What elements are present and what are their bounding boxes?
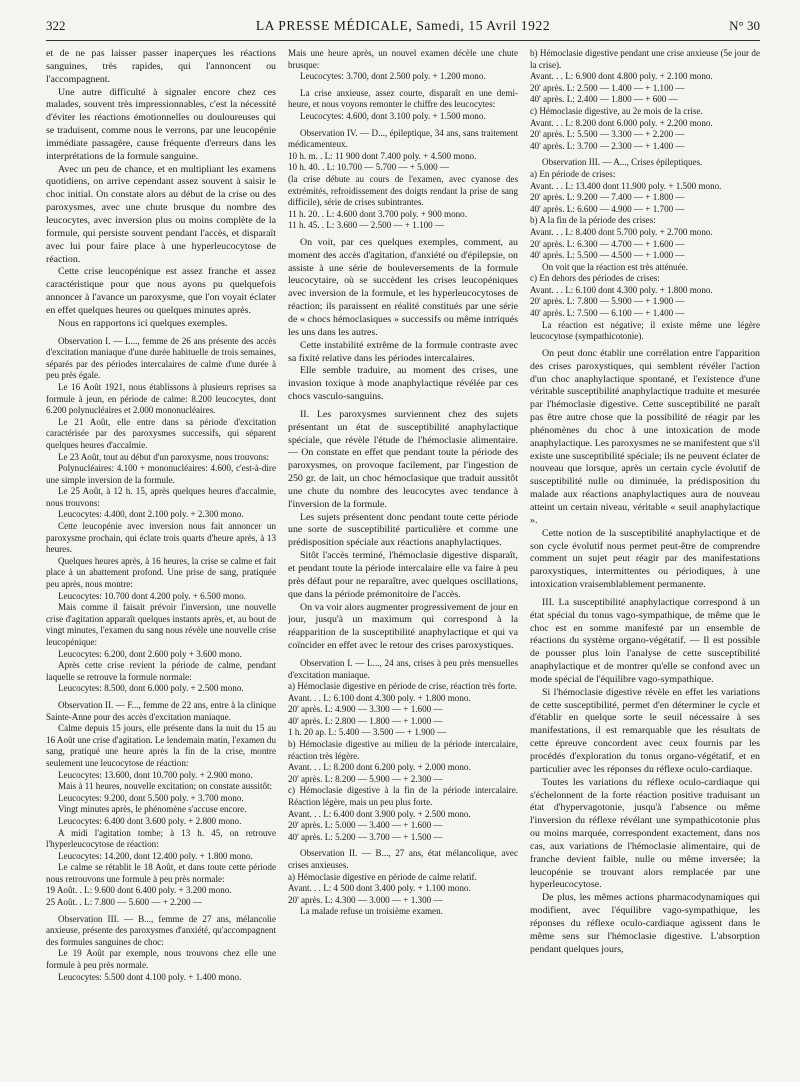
paragraph: Leucocytes: 5.500 dont 4.100 poly. + 1.400 mono. xyxy=(58,971,242,982)
paragraph: Une autre difficulté à signaler encore chez ces malades, souvent très impressionnables, c'est la nécessité d'éviter les réactions émotionnelles ou douloureuses qui se traduisent, comme nous le verrons, par une leucopénie immédiate passagère, cause fréquente d'erreurs dans les interprétations de la formule sanguine. xyxy=(46,86,276,162)
paragraph: Leucocytes: 8.500, dont 6.000 poly. + 2.500 mono. xyxy=(58,683,244,694)
paragraph: Le 19 Août par exemple, nous trouvons chez elle une formule à peu près normale. xyxy=(46,948,276,971)
paragraph: Les sujets présentent donc pendant toute cette période une sorte de susceptibilité particulière et comme une prédisposition spéciale aux réactions anaphylactiques. xyxy=(288,511,518,549)
paragraph: Mais à 11 heures, nouvelle excitation; on constate aussitôt: xyxy=(58,781,273,792)
paragraph: Avec un peu de chance, et en multipliant les examens quotidiens, on arrive cependant assez souvent à saisir le choc initial. On constate alors au début de la crise ou des paroxysmes, avec une chute brusque du nombre des leucocytes, avec inversion plus ou moins complète de la formule, qui persiste souvent pendant l'accès, et disparaît avec lui pour faire place à une hyperleucocytose de réaction. xyxy=(46,163,276,265)
paragraph: Toutes les variations du réflexe oculo-cardiaque qui s'échelonnent de la forte réaction positive traduisant un état d'hypervagotonie, jusqu'à l'absence ou même l'inversion du réflexe révélant une sympathicotonie plus ou moins marquée, correspondent exactement, dans nos cas, aux variations de l'hémoclasie alimentaire, qui de franche devient faible, nulle ou même inversée; la leucopénie se trouvant alors remplacée par une hyperleucocytose. xyxy=(530,776,760,891)
paragraph: Cette notion de la susceptibilité anaphylactique et de son cycle évolutif nous permet peut-être de comprendre comment un sujet peut réagir par des manifestations paroxystiques, intermittentes ou périodiques, à une intoxication vraisemblablement permanente. xyxy=(530,527,760,591)
paragraph: On voit que la réaction est très atténuée. xyxy=(542,261,688,272)
paragraph: Observation III. — B..., femme de 27 ans, mélancolie anxieuse, présente des paroxysmes d'anxiété, qu'accompagnent des formules sanguines de choc: xyxy=(46,913,276,947)
paragraph: Avant. . . L: 6.900 dont 4.800 poly. + 2.100 mono. xyxy=(530,71,713,82)
text-column-middle xyxy=(288,48,518,1074)
paragraph: 20' après. L: 8.200 — 5.900 — + 2.300 — xyxy=(288,773,443,784)
paragraph: Observation I. — L..., femme de 26 ans présente des accès d'excitation maniaque d'une durée habituelle de trois semaines, séparés par des périodes intercalaires de calme d'une durée à peu près égale. xyxy=(46,335,276,381)
paragraph: Avant. . . L: 8.200 dont 6.200 poly. + 2.000 mono. xyxy=(288,762,471,773)
paragraph: 11 h. 20. . L: 4.600 dont 3.700 poly. + 900 mono. xyxy=(288,208,468,219)
paragraph: On peut donc établir une corrélation entre l'apparition des crises paroxystiques, qui semblent révéler l'action d'un choc anaphylactique spontané, et l'existence d'une véritable susceptibilité anaphylactique traduite et mesurée par l'hémoclasie digestive. Cette susceptibilité ne paraît pas être autre chose que la possibilité de réagir par les phénomènes du choc à une intoxication de mode anaphylactique. Les paroxysmes ne se manifestent que s'il existe une susceptibilité spéciale; ils ne peuvent éclater de nouveau que lorsque, après un certain cycle évolutif de susceptibilité nulle ou diminuée, la prédisposition du malade aux réactions anaphylactiques aura de nouveau atteint un certain niveau, véritable « seuil anaphylactique ». xyxy=(530,347,760,526)
paragraph: b) Hémoclasie digestive au milieu de la période intercalaire, réaction très légère. xyxy=(288,739,518,761)
paragraph: 40' après. L: 5.500 — 4.500 — + 1.000 — xyxy=(530,250,685,261)
paragraph: c) Hémoclasie digestive à la fin de la période intercalaire. Réaction légère, mais un peu plus forte. xyxy=(288,785,518,808)
text-column-left xyxy=(46,48,276,1074)
paragraph: Leucocytes: 4.600, dont 3.100 poly. + 1.500 mono. xyxy=(300,110,486,121)
paragraph: 20' après. L: 4.900 — 3.300 — + 1.600 — xyxy=(288,704,443,715)
paragraph: Observation IV. — D..., épileptique, 34 ans, sans traitement médicamenteux. xyxy=(288,127,518,150)
paragraph: Avant. . . L: 6.400 dont 3.900 poly. + 2.500 mono. xyxy=(288,808,471,819)
paragraph: Le 25 Août, à 12 h. 15, après quelques heures d'accalmie, nous trouvons: xyxy=(46,486,276,508)
paragraph: 40' après. L: 2.400 — 1.800 — + 600 — xyxy=(530,94,678,105)
paragraph: Le 21 Août, elle entre dans sa période d'excitation caractérisée par des paroxysmes successifs, qui séparent quelques heures d'accalmie. xyxy=(46,416,276,450)
page-number: 322 xyxy=(46,18,66,33)
paragraph: Polynucléaires: 4.100 + mononucléaires: 4.600, c'est-à-dire une simple inversion de la formule. xyxy=(46,463,276,485)
paragraph: La réaction est négative; il existe même une légère leucocytose (sympathicotonie). xyxy=(530,319,760,342)
issue-number: N° 30 xyxy=(729,18,760,33)
paragraph: et de ne pas laisser passer inaperçues les réactions sanguines, très rapides, qui l'annoncent ou l'accompagnent. xyxy=(46,48,276,85)
paragraph: Observation II. — B..., 27 ans, état mélancolique, avec crises anxieuses. xyxy=(288,848,518,870)
paragraph: Avant. . . L: 13.400 dont 11.900 poly. + 1.500 mono. xyxy=(530,180,722,191)
paragraph: Le calme se rétablit le 18 Août, et dans toute cette période nous retrouvons une formule à peu près normale: xyxy=(46,862,276,884)
paragraph: 19 Août. . L: 9.600 dont 6.400 poly. + 3.200 mono. xyxy=(46,885,232,896)
paragraph: Nous en rapportons ici quelques exemples. xyxy=(58,317,228,329)
paragraph: 11 h. 45. . L: 3.600 — 2.500 — + 1.100 — xyxy=(288,220,445,231)
paragraph: 20' après. L: 5.500 — 3.300 — + 2.200 — xyxy=(530,129,685,140)
journal-title: LA PRESSE MÉDICALE, Samedi, 15 Avril 1922 xyxy=(255,18,551,33)
paragraph: 40' après. L: 2.800 — 1.800 — + 1.000 — xyxy=(288,715,443,726)
paragraph: De plus, les mêmes actions pharmacodynamiques qui modifient, avec l'équilibre vago-sympathique, les réponses du réflexe oculo-cardiaque agissent dans le même sens sur l'hémoclasie digestive. L'absorption pendant quelques jours, xyxy=(530,892,760,955)
paragraph: b) Hémoclasie digestive pendant une crise anxieuse (5e jour de la crise). xyxy=(530,48,760,70)
paragraph: 40' après. L: 5.200 — 3.700 — + 1.500 — xyxy=(288,831,443,842)
paragraph: Leucocytes: 13.600, dont 10.700 poly. + 2.900 mono. xyxy=(58,769,253,780)
paragraph: Cette crise leucopénique est assez franche et assez caractéristique pour que nous ayons pu quelquefois annoncer à l'avance un paroxysme, que l'on voyait éclater en effet quelques heures ou quelques minutes après. xyxy=(46,266,276,316)
paragraph: 20' après. L: 6.300 — 4.700 — + 1.600 — xyxy=(530,238,685,249)
paragraph: Avant. . . L: 8.200 dont 6.000 poly. + 2.200 mono. xyxy=(530,117,713,128)
paragraph: Leucocytes: 6.400 dont 3.600 poly. + 2.800 mono. xyxy=(58,815,242,826)
paragraph: Mais une heure après, un nouvel examen décèle une chute brusque: xyxy=(288,48,518,70)
paragraph: (la crise débute au cours de l'examen, avec cyanose des extrémités, refroidissement des doigts rendant la prise de sang difficile), série de crises subintrantes. xyxy=(288,173,518,208)
paragraph: 20' après. L: 5.000 — 3.400 — + 1.600 — xyxy=(288,820,443,831)
text-column-right xyxy=(530,48,760,1074)
paragraph: 10 h. 40. . L: 10.700 — 5.700 — + 5.000 — xyxy=(288,162,449,173)
paragraph: III. La susceptibilité anaphylactique correspond à un état spécial du tonus vago-sympathique, de même que le choc est en somme manifesté par un ensemble de réactions du système organo-végétatif. — Il est possible de pousser plus loin l'analyse de cette susceptibilité anaphylactique et de montrer qu'elle se confond avec un mode spécial de l'équilibre vago-sympathique. xyxy=(530,596,760,685)
paragraph: 20' après. L: 4.300 — 3.000 — + 1.300 — xyxy=(288,894,443,905)
paragraph: II. Les paroxysmes surviennent chez des sujets présentant un état de susceptibilité anaphylactique spéciale, que révèle l'étude de l'hémoclasie alimentaire. — On constate en effet que pendant toute la période des paroxysmes, on provoque facilement, par l'ingestion de 250 gr. de lait, un choc hémoclasique que traduit aussitôt une chute du nombre des leucocytes avec tendance à l'inversion de la formule. xyxy=(288,408,518,510)
paragraph: La crise anxieuse, assez courte, disparaît en une demi-heure, et nous voyons remonter le chiffre des leucocytes: xyxy=(288,87,518,110)
paragraph: 25 Août. . L: 7.800 — 5.600 — + 2.200 — xyxy=(46,897,202,908)
paragraph: Cette instabilité extrême de la formule contraste avec sa fixité relative dans les périodes intercalaires. xyxy=(288,339,518,364)
paragraph: Observation I. — L..., 24 ans, crises à peu près mensuelles d'excitation maniaque. xyxy=(288,657,518,680)
paragraph: La malade refuse un troisième examen. xyxy=(300,906,443,917)
paragraph: 40' après. L: 3.700 — 2.300 — + 1.400 — xyxy=(530,140,685,151)
paragraph: Leucocytes: 14.200, dont 12.400 poly. + 1.800 mono. xyxy=(58,850,253,861)
paragraph: Après cette crise revient la période de calme, pendant laquelle se retrouve la formule normale: xyxy=(46,660,276,682)
paragraph: Sitôt l'accès terminé, l'hémoclasie digestive disparaît, et pendant toute la période intercalaire elle va faire à peu près défaut pour ne reparaître, avec quelques oscillations, que dans la période prémonitoire de l'accès. xyxy=(288,550,518,600)
header-rule xyxy=(46,40,760,41)
paragraph: On va voir alors augmenter progressivement de jour en jour, jusqu'à un maximum qui correspond à la réapparition de la susceptibilité anaphylactique et qui va coïncider en effet avec le retour des crises paroxystiques. xyxy=(288,601,518,652)
page-header xyxy=(46,18,760,40)
paragraph: Observation II. — F..., femme de 22 ans, entre à la clinique Sainte-Anne pour des accès d'excitation maniaque. xyxy=(46,699,276,722)
paragraph: Avant. . . L: 6.100 dont 4.300 poly. + 1.800 mono. xyxy=(530,284,713,295)
paragraph: a) Hémoclasie digestive en période de crise, réaction très forte. xyxy=(288,681,518,692)
paragraph: Leucocytes: 4.400, dont 2.100 poly. + 2.300 mono. xyxy=(58,509,244,520)
paragraph: On voit, par ces quelques exemples, comment, au moment des accès d'agitation, d'anxiété ou d'épilepsie, on assiste à une série de bouleversements de la formule leucocytaire, où se succèdent les crises leucopéniques avec inversion de la formule, et les hyperleucocytoses de réaction; ils paraissent en réalité constitués par une série de « chocs hémoclasiques » successifs ou même intriqués les uns dans les autres. xyxy=(288,236,518,338)
paragraph: Calme depuis 15 jours, elle présente dans la nuit du 15 au 16 Août une crise d'agitation. Le lendemain matin, l'examen du sang, pratiqué une heure après la fin de la crise, montre seulement une leucocytose de réaction: xyxy=(46,723,276,768)
paragraph: 20' après. L: 9.200 — 7.400 — + 1.800 — xyxy=(530,192,685,203)
paragraph: Vingt minutes après, le phénomène s'accuse encore. xyxy=(58,804,247,815)
paragraph: 10 h. m. . L: 11 900 dont 7.400 poly. + 4.500 mono. xyxy=(288,150,477,161)
paragraph: 1 h. 20 ap. L: 5.400 — 3.500 — + 1.900 — xyxy=(288,727,447,738)
paragraph: 20' après. L: 2.500 — 1.400 — + 1.100 — xyxy=(530,82,685,93)
paragraph: c) En dehors des périodes de crises: xyxy=(530,273,660,284)
paragraph: 40' après. L: 6.600 — 4.900 — + 1.700 — xyxy=(530,203,685,214)
paragraph: a) En période de crises: xyxy=(530,168,616,179)
paragraph: Leucocytes: 3.700, dont 2.500 poly. + 1.200 mono. xyxy=(300,71,486,82)
paragraph: Cette leucopénie avec inversion nous fait annoncer un paroxysme prochain, qui éclate trois quarts d'heure après, à 13 heures. xyxy=(46,521,276,555)
paragraph: Elle semble traduire, au moment des crises, une invasion toxique à mode anaphylactique révélée par ces chocs vasculo-sanguins. xyxy=(288,365,518,403)
paragraph: Leucocytes: 10.700 dont 4.200 poly. + 6.500 mono. xyxy=(58,590,246,601)
paragraph: Quelques heures après, à 16 heures, la crise se calme et fait place à un abattement profond. Une prise de sang, pratiquée peu après, nous montre: xyxy=(46,555,276,590)
paragraph: Leucocytes: 9.200, dont 5.500 poly. + 3.700 mono. xyxy=(58,792,244,803)
paragraph: Si l'hémoclasie digestive révèle en effet les variations de cette susceptibilité, permet d'en déterminer le cycle et d'établir en quelque sorte le seuil nécessaire à ses manifestations, il est remarquable que les résultats de cette épreuve concordent avec ceux fournis par les procédés d'exploration du tonus organo-végétatif, et en particulier avec les réponses du réflexe oculo-cardiaque. xyxy=(530,686,760,775)
paragraph: 20' après. L: 7.800 — 5.900 — + 1.900 — xyxy=(530,296,685,307)
paragraph: Avant. . . L: 8.400 dont 5.700 poly. + 2.700 mono. xyxy=(530,226,713,237)
paragraph: Leucocytes: 6.200, dont 2.600 poly + 3.600 mono. xyxy=(58,648,242,659)
paragraph: 40' après. L: 7.500 — 6.100 — + 1.400 — xyxy=(530,308,685,319)
paragraph: A midi l'agitation tombe; à 13 h. 45, on retrouve l'hyperleucocytose de réaction: xyxy=(46,827,276,850)
paragraph: b) A la fin de la période des crises: xyxy=(530,215,656,226)
paragraph: Le 23 Août, tout au début d'un paroxysme, nous trouvons: xyxy=(58,451,270,462)
paragraph: c) Hémoclasie digestive, au 2e mois de la crise. xyxy=(530,105,703,116)
paragraph: a) Hémoclasie digestive en période de calme relatif. xyxy=(288,871,477,882)
paragraph: Mais comme il faisait prévoir l'inversion, une nouvelle crise d'agitation apparaît quelques instants après, et, au bout de vingt minutes, l'examen du sang nous révèle une nouvelle crise leucopénique: xyxy=(46,602,276,647)
paragraph: Avant. . . L: 6.100 dont 4.300 poly. + 1.800 mono. xyxy=(288,692,471,703)
paragraph: Le 16 Août 1921, nous établissons à plusieurs reprises sa formule à jeun, en période de calme: 8.200 leucocytes, dont 6.200 polynucléaires et 2.000 mononucléaires. xyxy=(46,381,276,416)
paragraph: Observation III. — A..., Crises épileptiques. xyxy=(542,157,703,168)
paragraph: Avant. . . L: 4 500 dont 3.400 poly. + 1.100 mono. xyxy=(288,883,471,894)
